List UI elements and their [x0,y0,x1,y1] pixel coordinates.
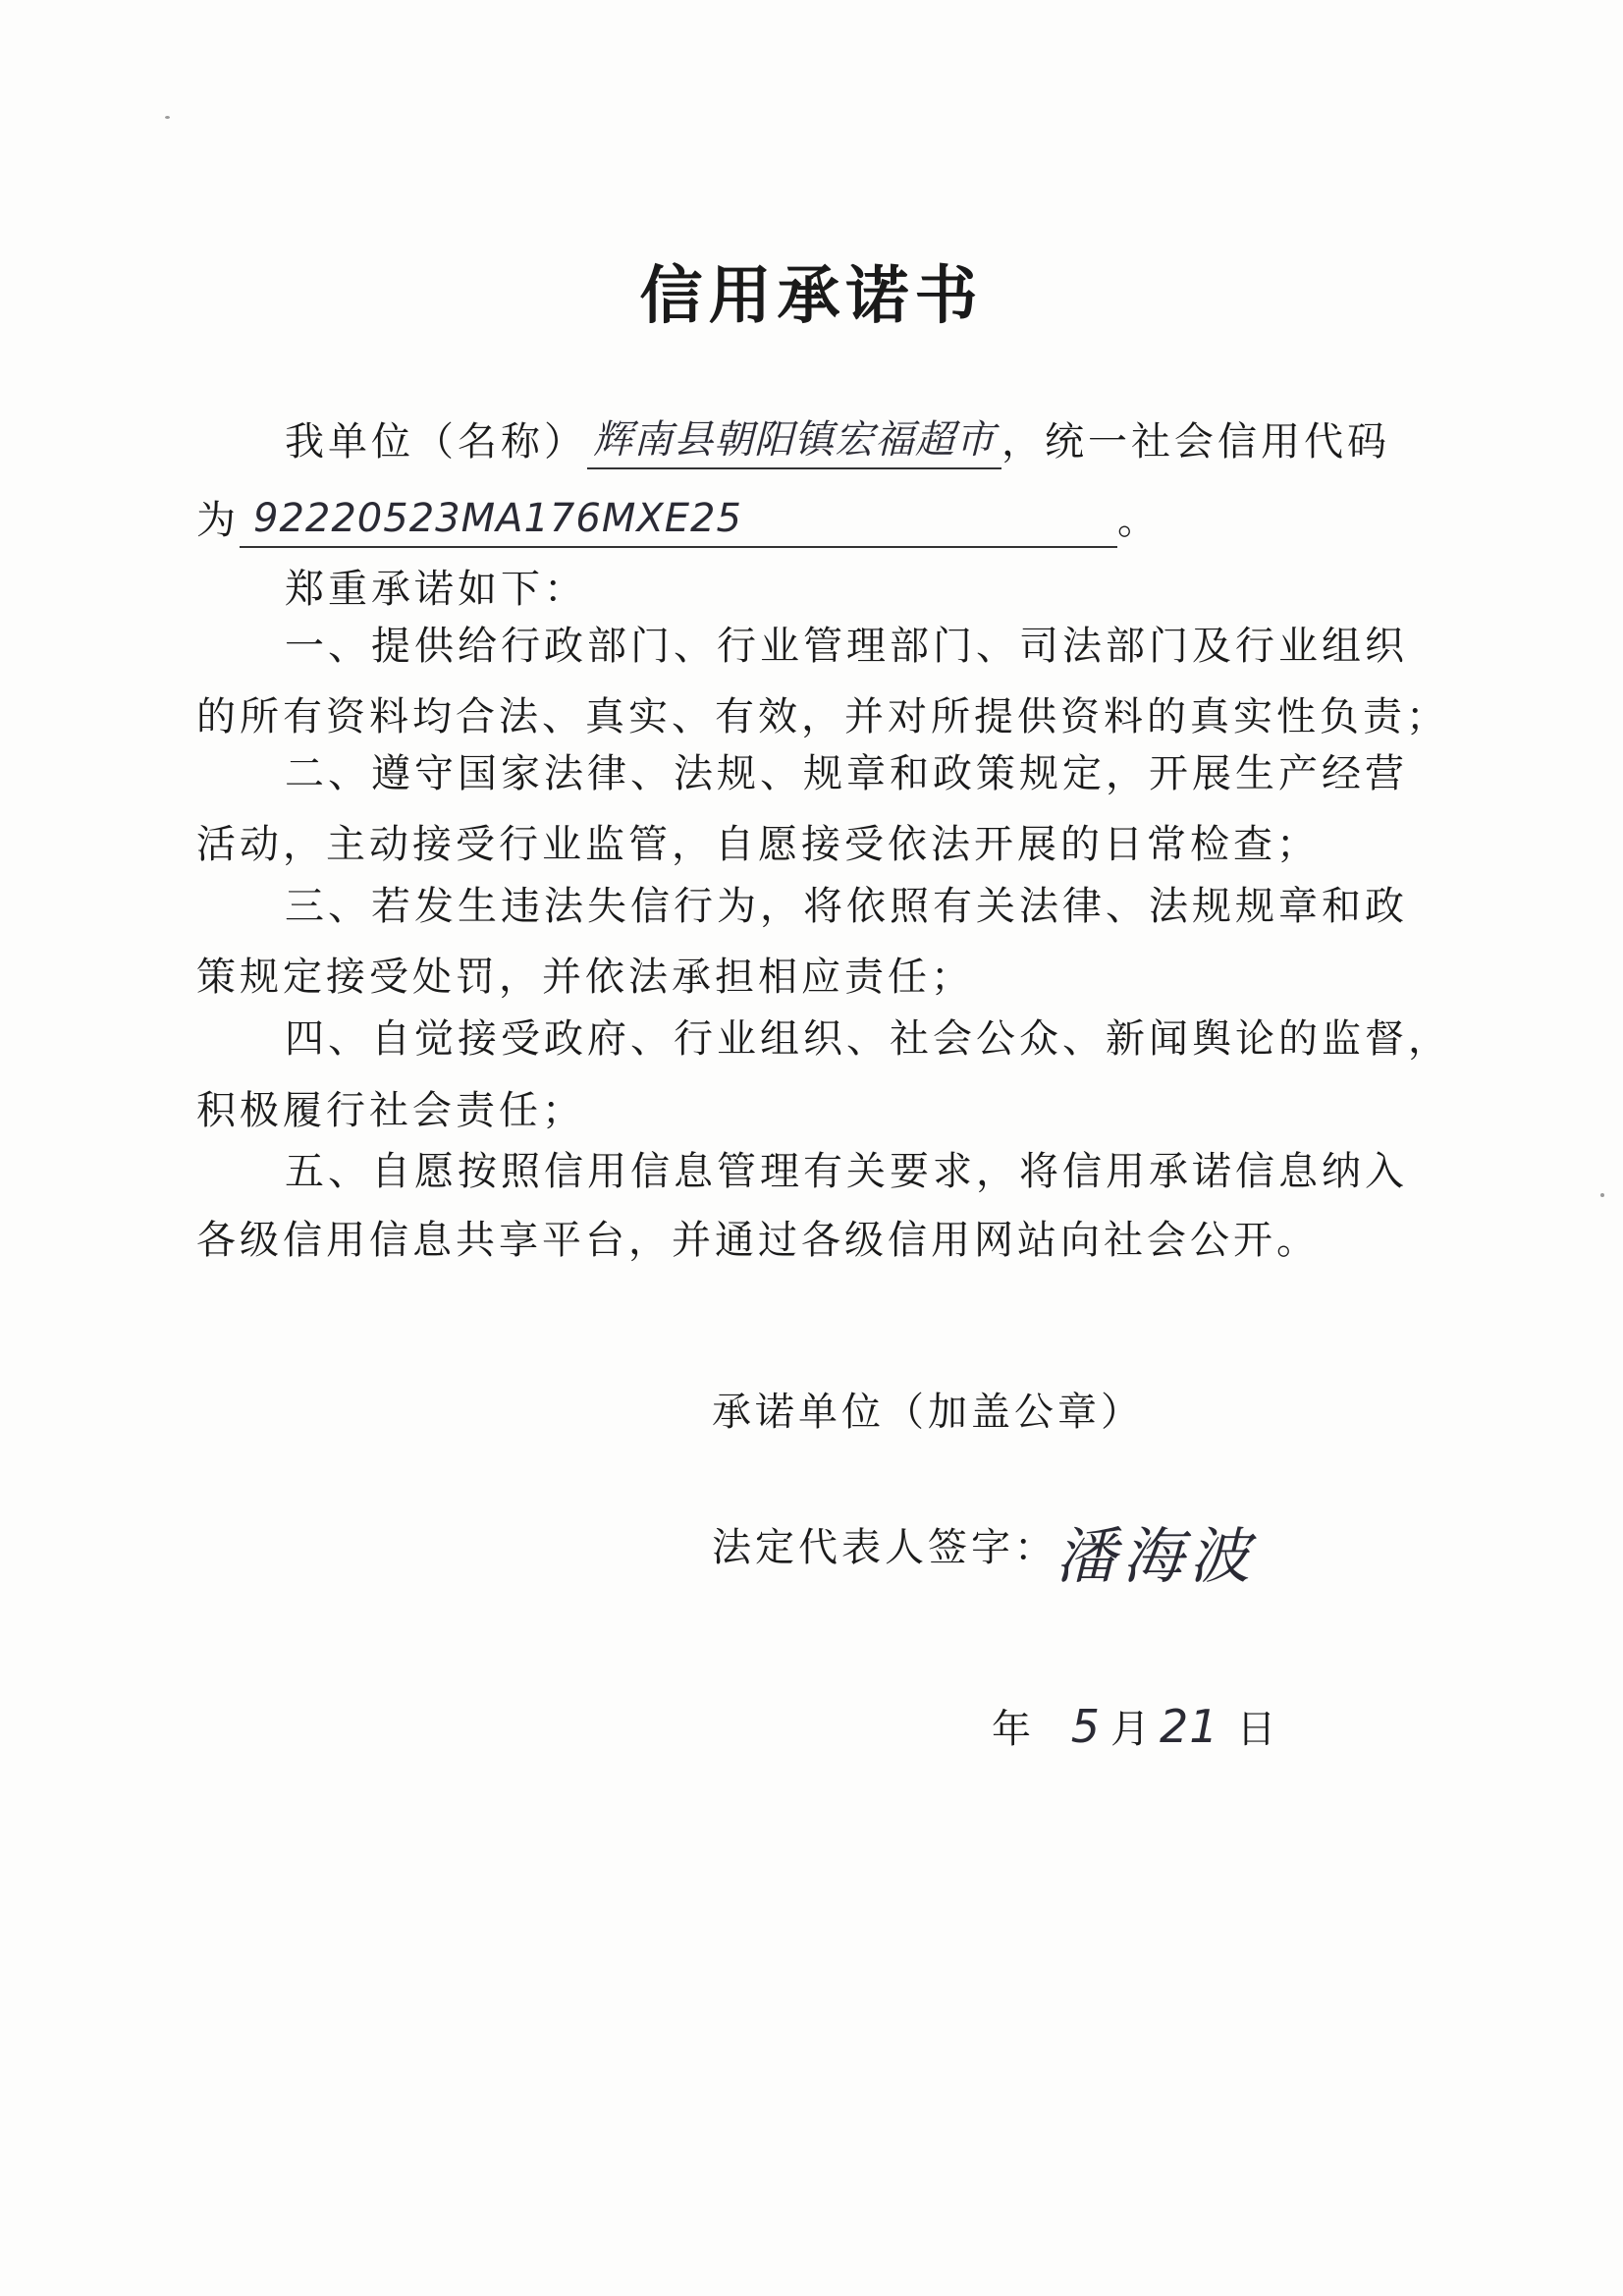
scan-speck [165,116,170,119]
intro-prefix: 我单位（名称） [285,419,587,465]
company-name-handwritten: 辉南县朝阳镇宏福超市 [587,412,1001,469]
scan-speck [1600,1193,1604,1197]
pledge-item-5-line1: 五、自愿按照信用信息管理有关要求，将信用承诺信息纳入 [285,1149,1408,1194]
code-prefix: 为 [196,498,240,543]
pledge-item-3-line1: 三、若发生违法失信行为，将依照有关法律、法规规章和政 [285,884,1408,929]
legal-rep-signature: 潘海波 [1055,1520,1257,1592]
day-label: 日 [1236,1707,1280,1752]
month-value: 5 [1070,1700,1101,1753]
day-value: 21 [1160,1700,1219,1753]
pledge-item-3-line2: 策规定接受处罚，并依法承担相应责任； [196,955,974,1000]
month-label: 月 [1110,1707,1154,1752]
pledge-item-2-line1: 二、遵守国家法律、法规、规章和政策规定，开展生产经营 [285,751,1408,796]
pledge-heading: 郑重承诺如下： [285,567,587,612]
document-title: 信用承诺书 [639,260,984,333]
commitment-unit-label: 承诺单位（加盖公章） [712,1390,1144,1435]
pledge-item-2-line2: 活动，主动接受行业监管，自愿接受依法开展的日常检查； [196,822,1320,867]
code-suffix: 。 [1117,498,1161,543]
credit-code-handwritten: 92220523MA176MXE25 [240,491,1117,548]
pledge-item-1-line1: 一、提供给行政部门、行业管理部门、司法部门及行业组织 [285,624,1408,669]
credit-code-line [196,491,1161,548]
pledge-item-5-line2: 各级信用信息共享平台，并通过各级信用网站向社会公开。 [196,1218,1320,1263]
year-label: 年 [992,1707,1035,1752]
intro-middle: ，统一社会信用代码 [1001,419,1390,465]
legal-rep-label: 法定代表人签字： [712,1525,1057,1570]
intro-line [285,412,1390,469]
date-line [992,1699,1280,1757]
pledge-item-4-line2: 积极履行社会责任； [196,1088,585,1133]
pledge-item-4-line1: 四、自觉接受政府、行业组织、社会公众、新闻舆论的监督， [285,1016,1451,1062]
pledge-item-1-line2: 的所有资料均合法、真实、有效，并对所提供资料的真实性负责； [196,694,1449,739]
